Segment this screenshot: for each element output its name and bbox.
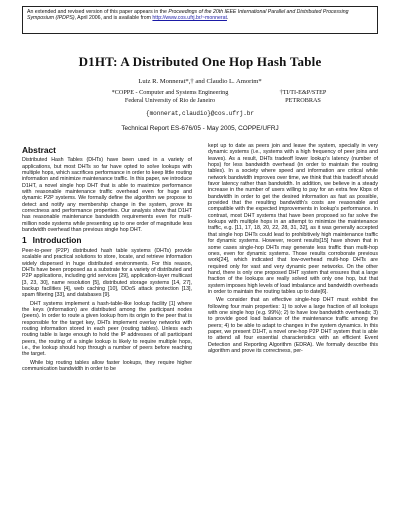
right-column <box>208 143 378 356</box>
affiliation-petrobras-line1: †TI/TI-E&P/STEP <box>279 89 327 96</box>
paper-title: D1HT: A Distributed One Hop Hash Table <box>78 54 322 69</box>
banner-venue: Proceedings of the 20th IEEE International Parallel and Distributed Processing Symposium (IPDPS) <box>27 9 349 22</box>
affiliation-coppe-line1: *COPPE - Computer and Systems Engineering <box>111 89 229 96</box>
abstract-text: Distributed Hash Tables (DHTs) have been used in a variety of applications, but most DHTs so far have opted to solve lookups with multiple hops, which sacrifices performance in order to keep little routing information and minimize maintenance traffic. In this paper, we introduce D1HT, a novel single hop DHT that is able to maximize performance with reasonable maintenance traffic overhead even for huge and dynamic P2P systems. We formally define the algorithm we propose to detect and notify any membership change in the system, prove its correctness and performance properties. Our analysis show that D1HT has reasonable maintenance bandwidth requirements even for multi-million node systems while presenting up to one order of magnitude less bandwidth overhead than previous single hop DHT. <box>22 157 192 234</box>
paper-authors: Luiz R. Monnerat*,† and Claudio L. Amorim* <box>138 78 262 85</box>
banner-text-before: An extended and revised version of this paper appears in the <box>27 9 169 15</box>
intro-paragraph-2: DHT systems implement a hash-table-like lookup facility [1] where the keys (information) are distributed among the participant nodes (peers). In order to route a given lookup from its origin to the peer that is responsible for the target key, DHTs implement overlay networks with routing information stored in each peer (routing tables). Unless each routing table is large enough to hold the IP addresses of all participant peers, the routing of a single lookup is likely to require multiple hops, i.e., the lookup should hop through a number of peers before reaching the target. <box>22 300 192 358</box>
banner-text-middle: , April 2006, and is available from <box>74 15 153 22</box>
publication-notice-banner <box>22 6 378 34</box>
intro-paragraph-1: Peer-to-peer (P2P) distributed hash table systems (DHTs) provide scalable and practical solutions to store, locate, and retrieve information widely dispersed in huge distributed environments. For this reason, DHTs have been proposed as a substrate for a variety of distributed and P2P applications, including grid services [29], application-layer multicast [3, 23, 30], name resolution [5], distributed storage systems [14, 27], backup facilities [4], web caching [10], DDoS attack protection [13], spam filtering [33], and databases [9]. <box>22 247 192 299</box>
banner-text-after: . <box>226 15 229 22</box>
introduction-heading <box>22 235 192 246</box>
left-column <box>22 143 192 374</box>
author-email: {monnerat,claudio}@cos.ufrj.br <box>145 110 255 117</box>
affiliation-coppe <box>95 89 245 105</box>
intro-paragraph-3: While big routing tables allow faster lookups, they require higher communication bandwidth in order to be <box>22 359 192 372</box>
section-title: Introduction <box>32 235 82 246</box>
affiliation-petrobras <box>258 89 348 105</box>
right-paragraph-2: We consider that an effective single-hop DHT must exhibit the following four main properties: 1) to solve a large fraction of all lookups with one single hop (e.g. 99%); 2) to have low bandwidth overheads; 3) to provide good load balance of the maintenance traffic among the peers; 4) to be able to adapt to changes in the system dynamics. In this paper, we present D1HT, a novel one-hop P2P DHT system that is able to attend all four essential characteristics with an efficient Event Detection and Reporting Algorithm (EDRA). We formally describe this algorithm and prove its correctness, per- <box>208 297 378 354</box>
affiliation-coppe-line2: Federal University of Rio de Janeiro <box>124 97 216 104</box>
technical-report-line: Technical Report ES-676/05 - May 2005, COPPE/UFRJ <box>121 125 279 132</box>
right-paragraph-1: kept up to date as peers join and leave the system, specially in very dynamic systems (i.e., systems with a high frequency of peer joins and leaves). As a result, DHTs tradeoff lower lookup's latency (number of hops) for less bandwidth overhead (in order to maintain the routing tables). In a society where speed and information are critical while network bandwidth improves over time, we think that this tradeoff should favor latency rather than bandwidth. In addition, we believe in a steady increase in the number of users willing to pay for an extra few Kbps of bandwidth in order to get the desired information as fast as possible, provided that the resulting bandwidth's costs are reasonable and compatible with the expected improvements in lookup's performance. In contrast, most DHT systems that have been proposed so far solve the lookups with multiple hops in an attempt to minimize the maintenance traffic, e.g. [11, 17, 18, 20, 22, 28, 31, 32], as it was generally accepted that single hop DHTs could lead to prohibitively high maintenance traffic for dynamic systems. However, recent results[15] have shown that in some cases single-hop DHTs may generate less traffic than multi-hop ones, even for dynamic systems. Those results corroborate previous work[24], which indicated that low-overhead multi-hop DHTs are required only for vast and very dynamic peer networks. On the other hand, there is only one proposed DHT system that ensures that a large fraction of the lookups are really solved with only one hop, but that system imposes high levels of load imbalance and bandwidth overheads in order to maintain the routing tables up to date[6]. <box>208 143 378 295</box>
abstract-heading: Abstract <box>22 145 56 155</box>
affiliation-petrobras-line2: PETROBRAS <box>285 97 321 104</box>
section-number: 1 <box>22 235 27 246</box>
banner-link[interactable]: http://www.cos.ufrj.br/~monnerat <box>152 15 227 22</box>
